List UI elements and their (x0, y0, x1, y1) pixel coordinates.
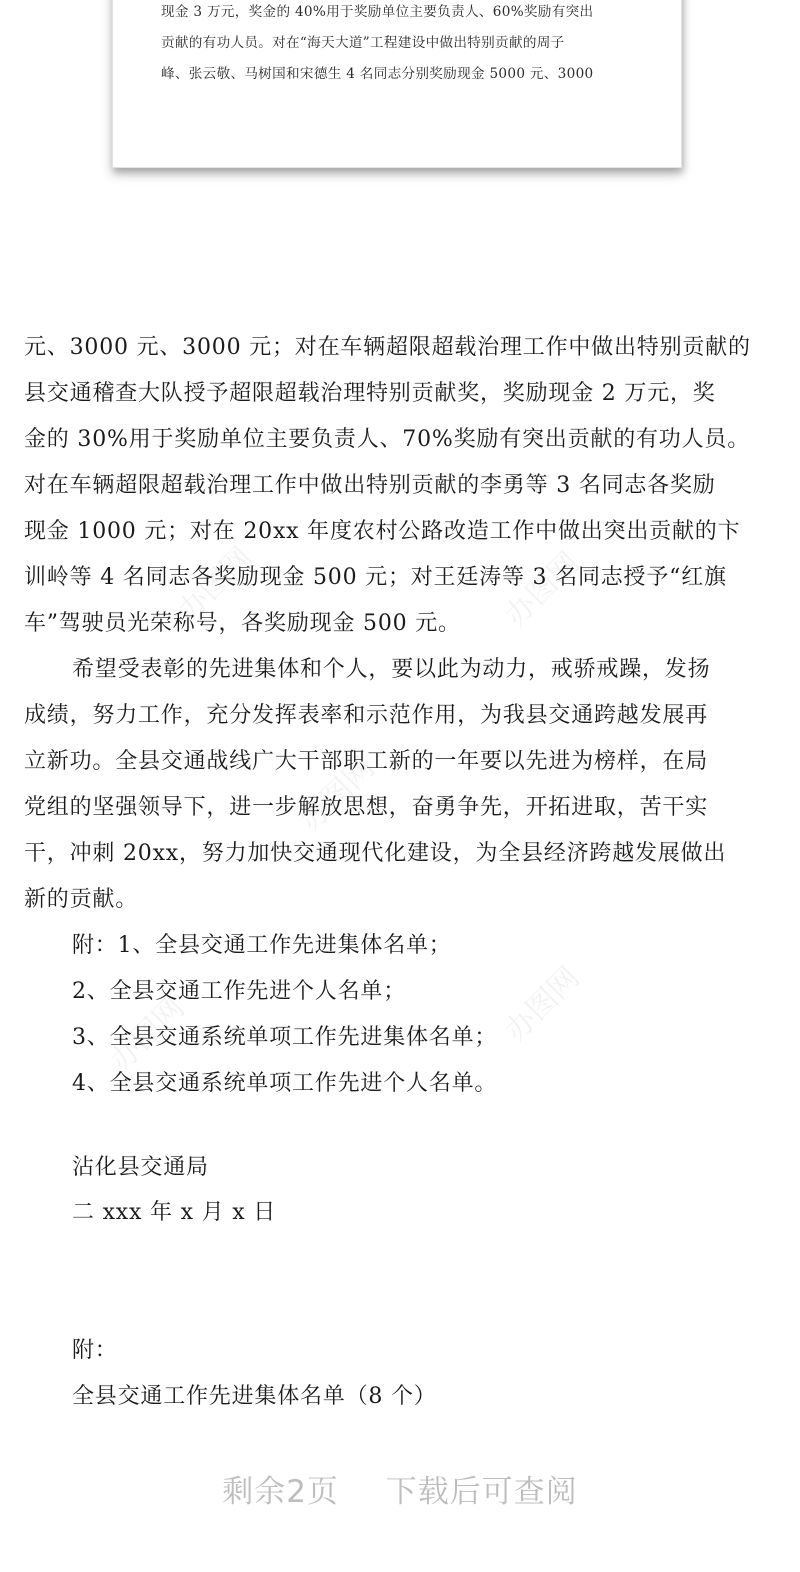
appendix-title: 全县交通工作先进集体名单（8 个） (72, 1384, 437, 1409)
appendix-section (72, 1328, 437, 1420)
body-line: 成绩，努力工作，充分发挥表率和示范作用，为我县交通跨越发展再 (24, 703, 709, 728)
download-prompt[interactable] (0, 1466, 800, 1511)
document-body (24, 325, 784, 1107)
watermark: 办图网 (293, 750, 382, 839)
issue-date: 二 xxx 年 x 月 x 日 (72, 1200, 276, 1225)
body-line: 车”驾驶员光荣称号，各奖励现金 500 元。 (24, 611, 461, 636)
attachment-item: 4、全县交通系统单项工作先进个人名单。 (72, 1071, 498, 1096)
download-to-view-text: 下载后可查阅 (385, 1474, 578, 1510)
body-line: 党组的坚强领导下，进一步解放思想，奋勇争先，开拓进取，苦干实 (24, 795, 709, 820)
issuing-organization: 沾化县交通局 (72, 1155, 209, 1180)
body-line: 立新功。全县交通战线广大干部职工新的一年要以先进为榜样，在局 (24, 749, 709, 774)
card-line: 贡献的有功人员。对在“海天大道”工程建设中做出特别贡献的周子 (161, 35, 565, 51)
body-line: 训岭等 4 名同志各奖励现金 500 元；对王廷涛等 3 名同志授予“红旗 (24, 565, 727, 590)
body-line: 县交通稽查大队授予超限超载治理特别贡献奖，奖励现金 2 万元，奖 (24, 381, 716, 406)
watermark: 办图网 (498, 545, 587, 634)
card-line: 现金 3 万元，奖金的 40%用于奖励单位主要负责人、60%奖励有突出 (161, 4, 594, 20)
watermark: 办图网 (498, 960, 587, 1049)
body-line: 元、3000 元、3000 元；对在车辆超限超载治理工作中做出特别贡献的 (24, 335, 751, 360)
attachment-item: 3、全县交通系统单项工作先进集体名单； (72, 1025, 498, 1050)
remaining-pages-text: 剩余2页 (222, 1474, 339, 1510)
body-line: 现金 1000 元；对在 20xx 年度农村公路改造工作中做出突出贡献的卞 (24, 519, 741, 544)
body-line: 干，冲刺 20xx，努力加快交通现代化建设，为全县经济跨越发展做出 (24, 841, 727, 866)
body-line: 希望受表彰的先进集体和个人，要以此为动力，戒骄戒躁，发扬 (72, 657, 711, 682)
appendix-label: 附： (72, 1338, 118, 1363)
watermark: 办图网 (171, 540, 260, 629)
previous-page-card (112, 0, 682, 168)
card-line: 峰、张云敬、马树国和宋德生 4 名同志分别奖励现金 5000 元、3000 (161, 66, 594, 82)
body-line: 金的 30%用于奖励单位主要负责人、70%奖励有突出贡献的有功人员。 (24, 427, 750, 452)
previous-page-text (161, 0, 641, 90)
body-line: 新的贡献。 (24, 887, 139, 912)
body-line: 对在车辆超限超载治理工作中做出特别贡献的李勇等 3 名同志各奖励 (24, 473, 716, 498)
attachment-item: 2、全县交通工作先进个人名单； (72, 979, 406, 1004)
signature-block (72, 1145, 276, 1235)
attachment-item: 附：1、全县交通工作先进集体名单； (72, 933, 452, 958)
watermark: 办图网 (103, 990, 192, 1079)
